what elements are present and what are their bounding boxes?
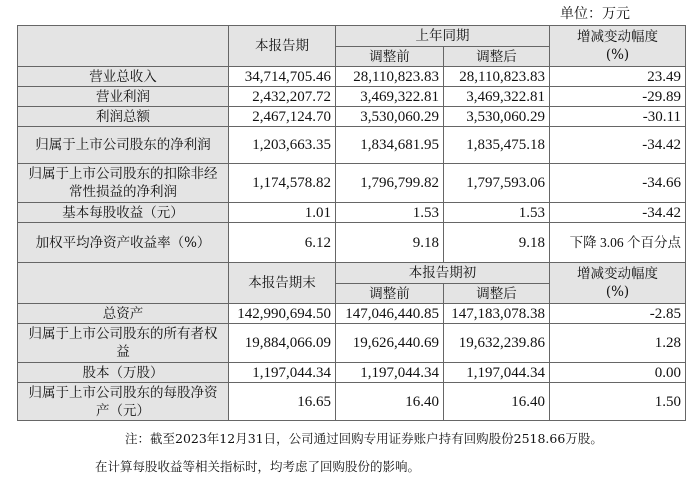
header-change (550, 263, 686, 304)
row-value: 23.49 (550, 67, 686, 87)
header-row (18, 26, 686, 47)
row-value: 1,796,799.82 (336, 164, 444, 203)
row-value: 1.53 (336, 203, 444, 223)
row-value: 1,197,044.34 (444, 363, 550, 383)
header-current: 本报告期 (229, 26, 336, 67)
header-change-label: 增减变动幅度 (577, 266, 658, 282)
table-row (18, 107, 686, 127)
table-row (18, 304, 686, 324)
header-prior: 本报告期初 (336, 263, 550, 284)
row-value: 1.50 (550, 383, 686, 421)
row-value: 1,797,593.06 (444, 164, 550, 203)
table-row (18, 363, 686, 383)
row-value: 3,530,060.29 (444, 107, 550, 127)
row-value: -34.42 (550, 127, 686, 164)
header-current: 本报告期末 (229, 263, 336, 304)
row-value: 1,834,681.95 (336, 127, 444, 164)
header-row (18, 263, 686, 284)
row-value: 下降 3.06 个百分点 (550, 223, 686, 263)
row-value: -30.11 (550, 107, 686, 127)
row-value: 147,046,440.85 (336, 304, 444, 324)
row-value: 19,626,440.69 (336, 324, 444, 363)
row-value: 1.28 (550, 324, 686, 363)
header-after: 调整后 (444, 47, 550, 67)
row-value: 28,110,823.83 (336, 67, 444, 87)
row-label: 归属于上市公司股东的每股净资产（元） (18, 383, 229, 421)
header-change (550, 26, 686, 67)
row-value: 2,467,124.70 (229, 107, 336, 127)
row-value: 1,197,044.34 (229, 363, 336, 383)
table-row (18, 67, 686, 87)
row-value: -34.42 (550, 203, 686, 223)
table-row (18, 127, 686, 164)
row-label: 加权平均净资产收益率（%） (18, 223, 229, 263)
row-label: 归属于上市公司股东的净利润 (18, 127, 229, 164)
header-before: 调整前 (336, 284, 444, 304)
header-change-unit: (%) (605, 47, 630, 63)
header-change-label: 增减变动幅度 (577, 29, 658, 45)
row-value: 1,835,475.18 (444, 127, 550, 164)
unit-label: 单位：万元 (560, 6, 630, 22)
note-repurchase: 注：截至2023年12月31日，公司通过回购专用证券账户持有回购股份2518.66万股。 (125, 431, 603, 446)
row-value: 16.40 (336, 383, 444, 421)
table-row (18, 164, 686, 203)
row-value: 16.40 (444, 383, 550, 421)
row-value: 3,530,060.29 (336, 107, 444, 127)
row-label: 营业总收入 (18, 67, 229, 87)
row-value: -2.85 (550, 304, 686, 324)
row-value: -34.66 (550, 164, 686, 203)
row-value: 1.01 (229, 203, 336, 223)
note-eps: 在计算每股收益等相关指标时，均考虑了回购股份的影响。 (95, 459, 421, 474)
table-row (18, 203, 686, 223)
row-value: 9.18 (336, 223, 444, 263)
row-value: 0.00 (550, 363, 686, 383)
financial-summary-table (17, 25, 686, 421)
row-value: 16.65 (229, 383, 336, 421)
row-label: 总资产 (18, 304, 229, 324)
row-value: -29.89 (550, 87, 686, 107)
row-value: 34,714,705.46 (229, 67, 336, 87)
header-change-unit: (%) (605, 284, 630, 300)
header-prior: 上年同期 (336, 26, 550, 47)
header-blank (18, 26, 229, 67)
row-label: 归属于上市公司股东的所有者权益 (18, 324, 229, 363)
table-row (18, 87, 686, 107)
header-blank (18, 263, 229, 304)
header-after: 调整后 (444, 284, 550, 304)
row-value: 19,884,066.09 (229, 324, 336, 363)
row-label: 股本（万股） (18, 363, 229, 383)
row-value: 3,469,322.81 (336, 87, 444, 107)
row-value: 147,183,078.38 (444, 304, 550, 324)
row-value: 1,197,044.34 (336, 363, 444, 383)
row-value: 2,432,207.72 (229, 87, 336, 107)
row-value: 28,110,823.83 (444, 67, 550, 87)
row-label: 营业利润 (18, 87, 229, 107)
table-row (18, 324, 686, 363)
header-before: 调整前 (336, 47, 444, 67)
row-value: 19,632,239.86 (444, 324, 550, 363)
row-label: 利润总额 (18, 107, 229, 127)
table-row (18, 223, 686, 263)
row-value: 142,990,694.50 (229, 304, 336, 324)
row-value: 1,174,578.82 (229, 164, 336, 203)
row-value: 9.18 (444, 223, 550, 263)
row-value: 1.53 (444, 203, 550, 223)
row-value: 6.12 (229, 223, 336, 263)
row-value: 3,469,322.81 (444, 87, 550, 107)
row-label: 归属于上市公司股东的扣除非经常性损益的净利润 (18, 164, 229, 203)
row-value: 1,203,663.35 (229, 127, 336, 164)
row-label: 基本每股收益（元） (18, 203, 229, 223)
table-row (18, 383, 686, 421)
